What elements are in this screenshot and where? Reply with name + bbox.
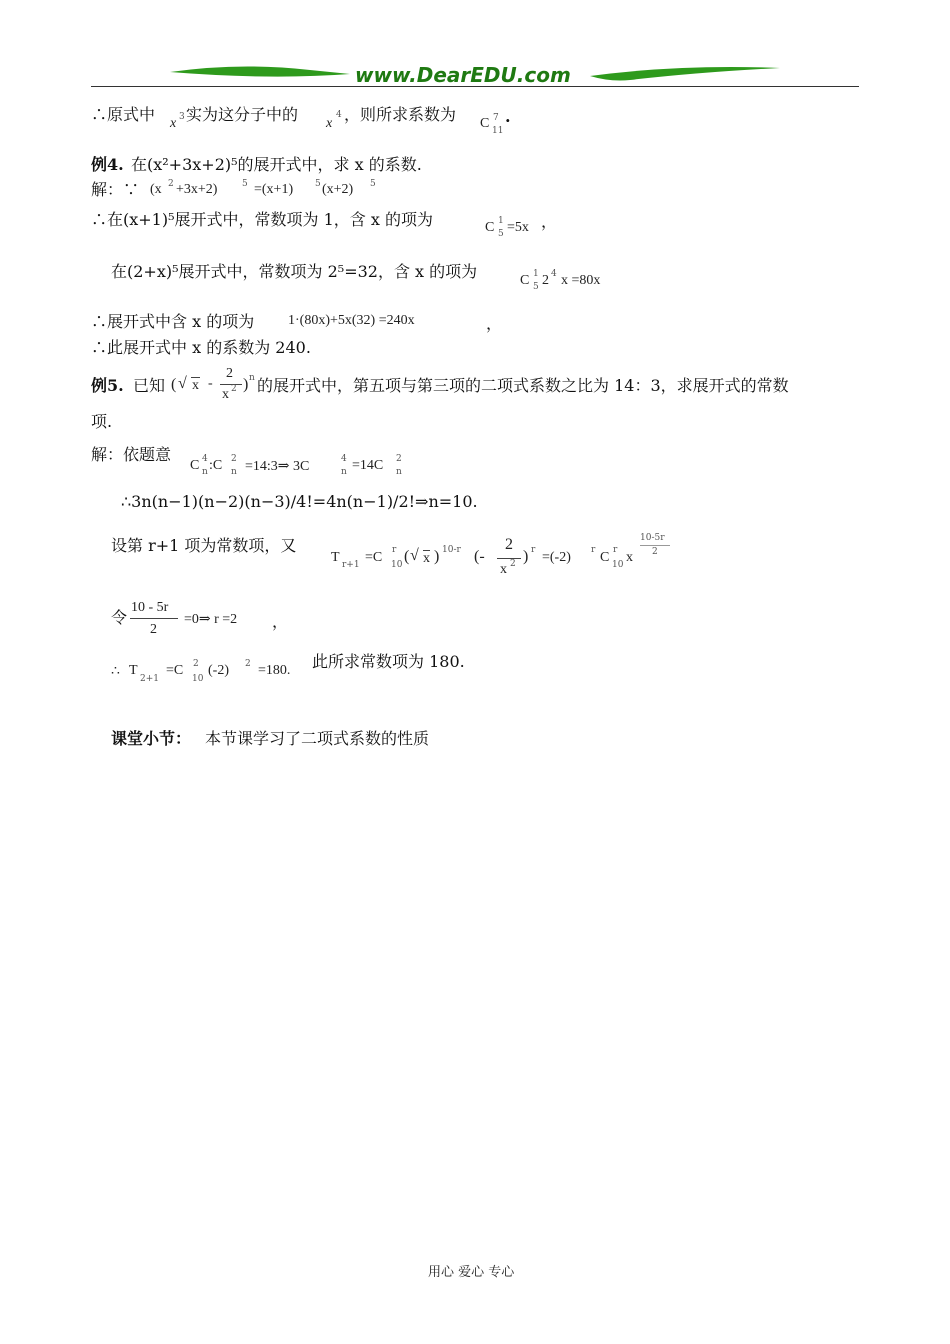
math: =0⇒ r =2 — [184, 612, 238, 627]
math-sub: n — [396, 467, 402, 477]
math: (-2) — [208, 663, 229, 678]
math: C — [600, 550, 610, 565]
math: C — [190, 458, 200, 473]
math: x — [222, 387, 229, 402]
text: 令 — [111, 608, 128, 627]
text: ，则所求系数为 — [344, 105, 457, 124]
math-sup: r — [392, 545, 397, 555]
math: (- — [474, 548, 485, 565]
math: (x — [150, 182, 162, 197]
math-sup: 2 — [231, 384, 237, 394]
text: 设第 r+1 项为常数项，又 — [111, 536, 297, 555]
math: =14C — [352, 458, 384, 473]
text: ∴在(x+1)⁵展开式中，常数项为 1，含 x 的项为 — [91, 210, 433, 229]
math: =180. — [258, 663, 291, 678]
math-sup: 4 — [341, 454, 347, 464]
text: ， — [541, 212, 558, 231]
text: 项. — [91, 412, 113, 431]
math: x — [500, 562, 507, 577]
frac-den: 2 — [150, 622, 157, 637]
math-C: C — [480, 116, 490, 131]
right-swoosh — [590, 67, 780, 81]
math: +3x+2) — [176, 182, 218, 197]
exp-num: 10-5r — [640, 533, 665, 543]
page-footer: 用心 爱心 专心 — [428, 1265, 515, 1280]
math: 1·(80x)+5x(32) =240x — [288, 313, 415, 328]
sqrt-sign: √ — [178, 375, 187, 392]
math: 2 — [226, 366, 233, 381]
math: (x+2) — [322, 182, 354, 197]
text: ∴展开式中含 x 的项为 — [91, 312, 255, 331]
math-C: C — [485, 220, 495, 235]
math-sup: 5 — [370, 179, 376, 189]
math-sup: 2 — [245, 659, 251, 669]
math-sup: 5 — [242, 179, 248, 189]
math: ) — [434, 548, 440, 565]
math: =5x — [507, 220, 529, 235]
text: 的展开式中，第五项与第三项的二项式系数之比为 14：3，求展开式的常数 — [257, 376, 789, 395]
math: x — [626, 550, 633, 565]
math-sub: 11 — [492, 126, 504, 136]
math: =(x+1) — [254, 182, 294, 197]
fraction-bar — [130, 618, 178, 619]
math: ∴ — [111, 664, 120, 679]
math-sup: r — [613, 545, 618, 555]
math-sup: 2 — [231, 454, 237, 464]
math-C: C — [520, 273, 530, 288]
line-10: ∴3n(n−1)(n−2)(n−3)/4!=4n(n−1)/2!⇒n=10. — [121, 492, 478, 511]
left-swoosh — [170, 66, 350, 76]
math: =(-2) — [542, 550, 571, 565]
text: 在(2+x)⁵展开式中，常数项为 2⁵=32，含 x 的项为 — [111, 262, 478, 281]
text: 此所求常数项为 180. — [312, 652, 465, 671]
math-sup: 2 — [193, 659, 199, 669]
example-label: 例4. — [91, 155, 124, 174]
header-rule — [91, 86, 859, 87]
math-x: x — [192, 378, 199, 393]
text: ， — [272, 612, 289, 631]
math-sub: 2+1 — [140, 674, 159, 684]
math-sup: 7 — [493, 113, 499, 123]
math: =C — [166, 663, 184, 678]
text: ， — [486, 314, 503, 333]
math: :C — [209, 458, 223, 473]
text: 实为这分子中的 — [186, 105, 299, 124]
math-sup: n — [249, 373, 255, 383]
math-sub: r+1 — [342, 560, 360, 570]
period: . — [505, 107, 511, 126]
math-sub: n — [202, 467, 208, 477]
summary-label: 课堂小节： — [111, 729, 192, 748]
summary-text: 本节课学习了二项式系数的性质 — [205, 729, 430, 748]
math-sup: 5 — [315, 179, 321, 189]
math-sup: 2 — [168, 179, 174, 189]
math-sup: r — [531, 545, 536, 555]
math: 2 — [542, 273, 549, 288]
math-sup: 4 — [551, 269, 557, 279]
math: - — [208, 376, 213, 391]
math-sub: 10 — [612, 560, 624, 570]
math-x: x — [170, 116, 177, 131]
math: ) — [523, 548, 529, 565]
math: T — [129, 663, 138, 678]
example-text: 在(x²+3x+2)⁵的展开式中，求 x 的系数. — [131, 155, 422, 174]
math: x =80x — [561, 273, 601, 288]
math-sub: 10 — [192, 674, 204, 684]
text: 已知 — [133, 376, 166, 395]
text: ∴原式中 — [91, 105, 156, 124]
math-x: x — [326, 116, 333, 131]
line-7: ∴此展开式中 x 的系数为 240. — [91, 338, 311, 357]
site-logo: www.DearEDU.com — [355, 63, 571, 87]
solution-label: 解：∵ — [91, 180, 140, 199]
math-sup: 4 — [202, 454, 208, 464]
math: ) — [243, 376, 249, 393]
math: =C — [365, 550, 383, 565]
text: 解：依题意 — [91, 445, 172, 464]
math-sup: r — [591, 545, 596, 555]
frac-num: 10 - 5r — [131, 600, 169, 615]
sqrt-sign: √ — [410, 547, 419, 564]
math: T — [331, 550, 340, 565]
fraction-bar — [640, 545, 670, 546]
exp-den: 2 — [652, 547, 658, 557]
example-label: 例5. — [91, 376, 124, 395]
math: =14:3⇒ 3C — [245, 459, 310, 474]
math-sub: n — [341, 467, 347, 477]
math-sup: 10-r — [442, 545, 461, 555]
math: ( — [171, 376, 177, 393]
math: 2 — [505, 536, 513, 553]
math: ( — [404, 548, 410, 565]
math-x: x — [423, 551, 430, 566]
math-sub: 10 — [391, 560, 403, 570]
math-sup: 2 — [396, 454, 402, 464]
math-sub: n — [231, 467, 237, 477]
math-sup: 2 — [510, 559, 516, 569]
math-sub: 5 — [533, 282, 539, 292]
math-sub: 5 — [498, 229, 504, 239]
math-sup: 1 — [533, 269, 539, 279]
fraction-bar — [497, 558, 521, 559]
math-sup: 3 — [179, 112, 185, 122]
math-sup: 4 — [336, 110, 342, 120]
math-sup: 1 — [498, 216, 504, 226]
